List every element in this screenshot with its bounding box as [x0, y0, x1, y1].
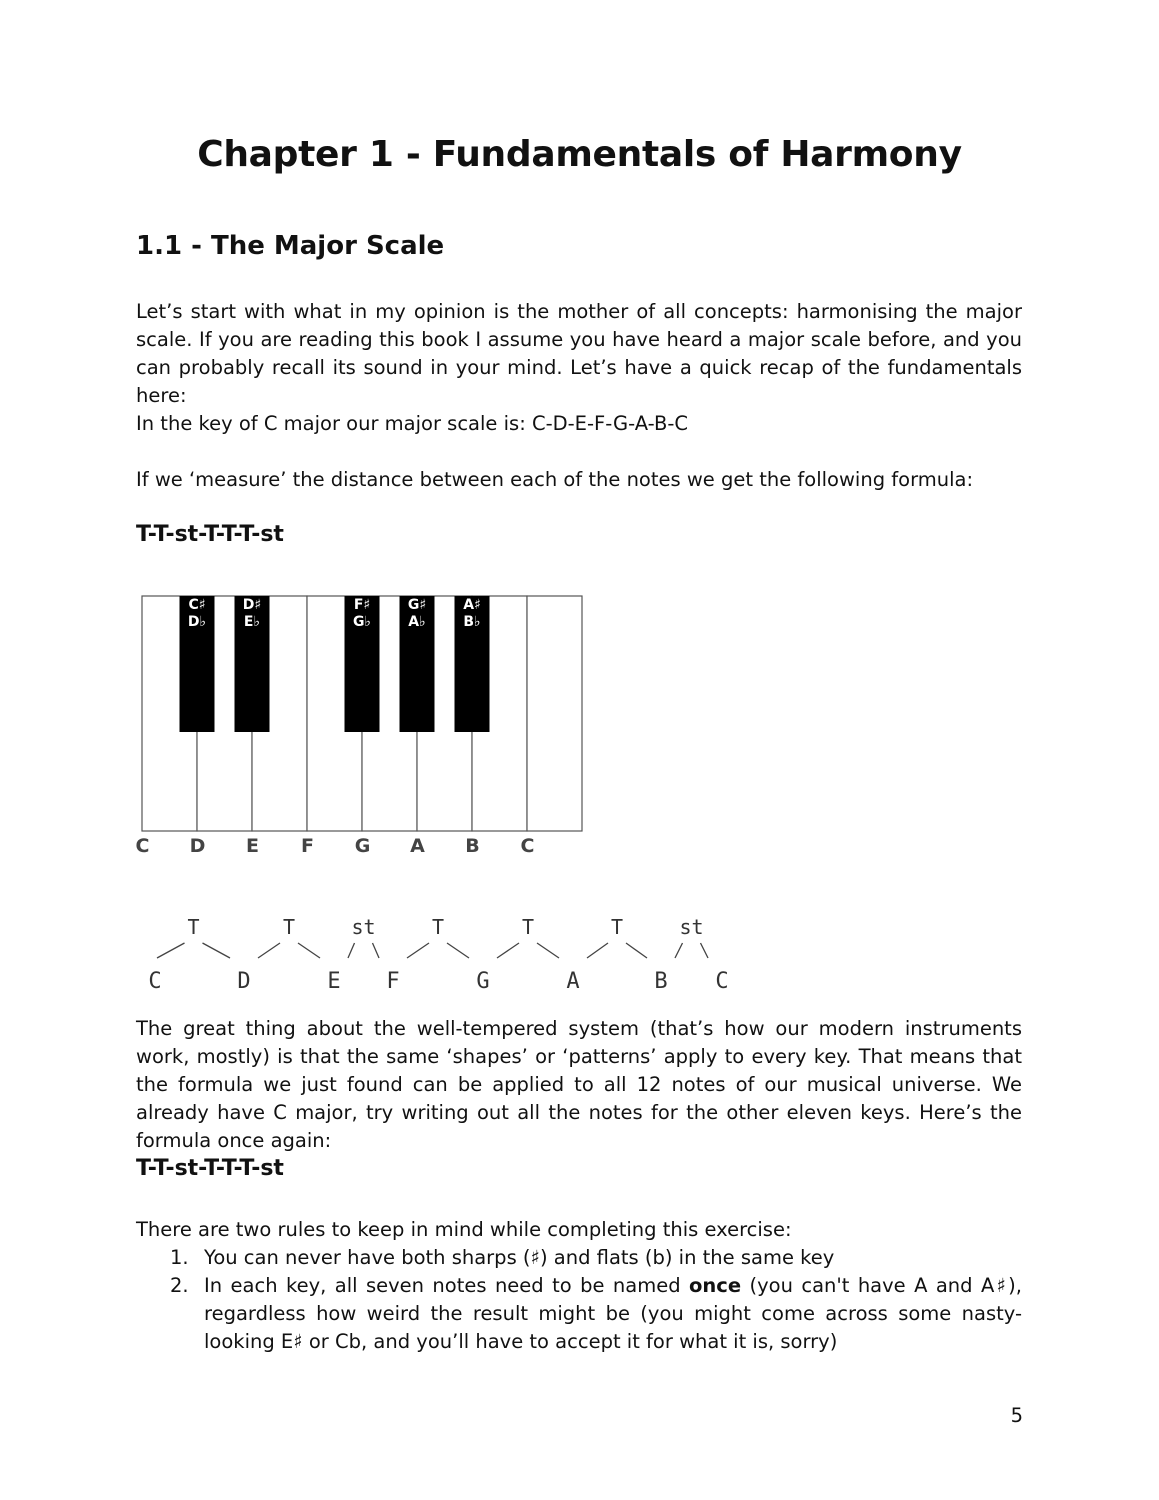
- rules-intro: There are two rules to keep in mind while completing this exercise:: [136, 1218, 792, 1241]
- black-key-flat-label: D♭: [187, 614, 207, 630]
- interval-label: T: [282, 915, 296, 939]
- black-key-flat-label: E♭: [243, 614, 261, 630]
- interval-formula: T-T-st-T-T-T-st: [136, 522, 284, 547]
- interval-label: T: [187, 915, 200, 939]
- white-key-label: B: [465, 835, 480, 857]
- step-connector: [701, 943, 709, 958]
- white-key-label: C: [135, 835, 150, 857]
- interval-label: T: [521, 915, 535, 939]
- step-connector: [675, 943, 683, 958]
- piano-keyboard-diagram: [135, 592, 590, 864]
- interval-label: T: [610, 915, 624, 939]
- black-key-flat-label: G♭: [352, 614, 372, 630]
- step-connector: [373, 943, 380, 958]
- intro-paragraph: Let’s start with what in my opinion is the mother of all concepts: harmonising the major scale. If you are reading this book I assume you have heard a major scale before, and you can probably recall its sound in your mind. Let’s have a quick recap of the fundamentals here:: [136, 300, 1022, 407]
- black-key-sharp-label: G♯: [407, 597, 427, 613]
- rule-number: 2.: [170, 1274, 189, 1297]
- rule-number: 1.: [170, 1246, 189, 1269]
- step-note-label: E: [327, 969, 341, 994]
- rule-item: [136, 1244, 1022, 1272]
- section-heading: 1.1 - The Major Scale: [136, 231, 445, 261]
- interval-label: st: [351, 915, 376, 939]
- black-key-sharp-label: D♯: [242, 597, 262, 613]
- step-connector: [497, 943, 519, 958]
- rule-item: [136, 1272, 1022, 1356]
- step-note-label: D: [237, 969, 251, 994]
- black-key-flat-label: B♭: [463, 614, 481, 630]
- chapter-title: Chapter 1 - Fundamentals of Harmony: [197, 134, 962, 175]
- step-connector: [537, 943, 559, 958]
- step-note-label: F: [386, 969, 400, 994]
- rule-text-start: In each key, all seven notes need to be named: [204, 1274, 689, 1297]
- interval-label: T: [431, 915, 445, 939]
- black-key-sharp-label: A♯: [463, 597, 481, 613]
- step-note-label: C: [148, 969, 162, 994]
- interval-step-diagram: [140, 910, 740, 1000]
- well-tempered-paragraph: The great thing about the well-tempered system (that’s how our modern instruments work, mostly) is that the same ‘shapes’ or ‘patterns’ apply to every key. That means that the formula we just found can be applied to all 12 notes of our musical universe. We already have C major, try writing out all the notes for the other eleven keys. Here’s the formula once again:: [136, 1017, 1022, 1152]
- rule-text: You can never have both sharps (♯) and flats (b) in the same key: [204, 1246, 835, 1269]
- white-key-label: E: [246, 835, 259, 857]
- white-key: [527, 596, 582, 831]
- white-key-label: D: [189, 835, 206, 857]
- step-note-label: G: [476, 969, 490, 994]
- rules-list: [136, 1244, 1022, 1356]
- step-connector: [348, 943, 355, 958]
- measure-line: If we ‘measure’ the distance between each of the notes we get the following formula:: [136, 468, 974, 491]
- step-connector: [203, 943, 231, 958]
- black-key-sharp-label: F♯: [353, 597, 371, 613]
- step-connector: [407, 943, 429, 958]
- step-note-label: B: [654, 969, 668, 994]
- step-connector: [258, 943, 280, 958]
- rule-emphasis: once: [689, 1274, 742, 1297]
- step-note-label: C: [715, 969, 729, 994]
- rule-text-end: (you can't have A and A♯), regardless how weird the result might be (you might come across some nasty-looking E♯ or Cb, and you’ll have to accept it for what it is, sorry): [204, 1274, 1022, 1353]
- step-connector: [298, 943, 320, 958]
- page-number: 5: [1010, 1404, 1023, 1427]
- c-major-scale-line: In the key of C major our major scale is: C-D-E-F-G-A-B-C: [136, 412, 688, 435]
- step-connector: [447, 943, 469, 958]
- step-connector: [587, 943, 608, 958]
- black-key-sharp-label: C♯: [188, 597, 206, 613]
- step-connector: [157, 943, 185, 958]
- white-key-label: G: [354, 835, 371, 857]
- step-connector: [626, 943, 647, 958]
- interval-label: st: [679, 915, 704, 939]
- step-note-label: A: [566, 969, 580, 994]
- black-key-flat-label: A♭: [408, 614, 426, 630]
- interval-formula-repeat: T-T-st-T-T-T-st: [136, 1156, 284, 1181]
- white-key-label: F: [301, 835, 314, 857]
- white-key-label: C: [520, 835, 535, 857]
- white-key-label: A: [410, 835, 425, 857]
